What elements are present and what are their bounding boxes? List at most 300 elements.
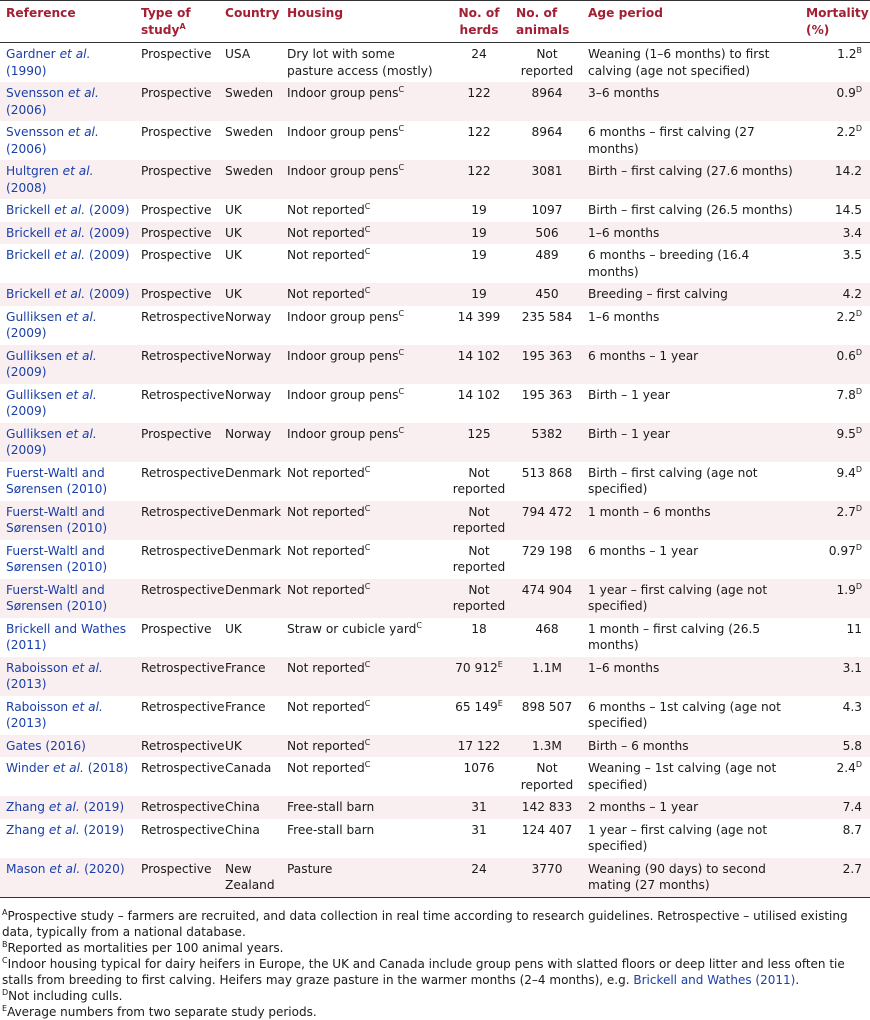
footnote-marker: C xyxy=(398,386,405,396)
table-row xyxy=(0,579,870,618)
cell-reference xyxy=(0,462,135,501)
cell-animals: Not reported xyxy=(520,47,574,78)
et-al: et al. xyxy=(53,761,84,775)
cell-animals: 124 407 xyxy=(521,822,573,837)
cell-animals: 513 868 xyxy=(521,465,573,480)
reference-link[interactable]: Gulliksen et al. (2009) xyxy=(6,309,97,340)
cell-country: China xyxy=(225,822,260,837)
footnote-marker: C xyxy=(364,247,371,256)
cell-herds: 122 xyxy=(467,164,491,178)
reference-link[interactable]: Fuerst-Waltl and Sørensen (2010) xyxy=(6,543,108,574)
cell-mortality: $7.8^D$ xyxy=(836,386,862,402)
cell-type: Retrospective xyxy=(141,582,225,597)
cell-reference xyxy=(0,735,135,758)
reference-link[interactable]: Fuerst-Waltl and Sørensen (2010) xyxy=(6,582,108,613)
cell-age-period: 6 months – 1 year xyxy=(588,348,699,363)
table-row xyxy=(0,82,870,121)
cell-animals: 8964 xyxy=(531,86,563,100)
header-row xyxy=(0,1,870,43)
cell-mortality: $2.4^D$ xyxy=(836,760,862,775)
cell-animals: 794 472 xyxy=(521,504,573,519)
table-row xyxy=(0,43,870,83)
cell-herds: 19 xyxy=(471,225,487,240)
cell-type: Prospective xyxy=(141,47,212,61)
cell-housing: Not reported$^C$ xyxy=(287,542,371,558)
reference-link[interactable]: Zhang et al. (2019) xyxy=(6,822,125,837)
reference-link[interactable]: Gardner et al. (1990) xyxy=(6,47,91,78)
cell-reference xyxy=(0,283,135,306)
cell-housing: Not reported$^C$ xyxy=(287,286,371,301)
cell-type: Retrospective xyxy=(141,465,225,480)
cell-animals: Not reported xyxy=(520,761,574,792)
footnote: $^A$Prospective study – farmers are recruited, and data collection in real time according to research guidelines. Retrospective – utilised existing data, typically from a national database. xyxy=(2,907,848,939)
footnote-letter: D xyxy=(2,987,9,997)
cell-mortality: $2.2^D$ xyxy=(836,124,862,139)
cell-type: Retrospective xyxy=(141,309,225,324)
cell-age-period: Birth – 1 year xyxy=(588,426,670,441)
cell-housing: Not reported$^C$ xyxy=(287,224,371,240)
cell-animals: 729 198 xyxy=(521,543,573,558)
cell-herds: 122 xyxy=(467,125,491,139)
cell-animals: 489 xyxy=(535,248,559,262)
footnote-letter: A xyxy=(2,907,8,917)
table-row xyxy=(0,283,870,306)
table-row xyxy=(0,306,870,345)
cell-animals: 474 904 xyxy=(521,582,573,597)
cell-mortality: 3.1 xyxy=(842,660,862,675)
cell-animals: 1097 xyxy=(531,203,563,217)
cell-reference xyxy=(0,423,135,462)
footnote-marker: D xyxy=(855,124,862,133)
cell-age-period: Birth – first calving (26.5 months) xyxy=(588,203,793,217)
reference-link[interactable]: Gulliksen et al. (2009) xyxy=(6,387,97,418)
footnote-marker: D xyxy=(855,464,862,474)
footnote: $^B$Reported as mortalities per 100 animal years. xyxy=(2,939,284,955)
table-row xyxy=(0,345,870,384)
footnote-marker: C xyxy=(398,347,405,357)
cell-animals: 8964 xyxy=(531,125,563,139)
reference-link[interactable]: Gulliksen et al. (2009) xyxy=(6,426,97,457)
cell-mortality: 3.4 xyxy=(842,225,862,240)
cell-age-period: 1 month – 6 months xyxy=(588,504,711,519)
table-row xyxy=(0,657,870,696)
cell-reference xyxy=(0,657,135,696)
cell-herds: Not reported xyxy=(452,582,506,613)
cell-type: Prospective xyxy=(141,621,212,636)
cell-reference xyxy=(0,244,135,283)
cell-herds: 14 102 xyxy=(457,348,501,363)
cell-mortality: 14.5 xyxy=(834,203,862,217)
cell-mortality: 5.8 xyxy=(842,738,862,753)
cell-mortality: $0.6^D$ xyxy=(836,347,862,363)
cell-mortality: $1.2^B$ xyxy=(837,46,862,61)
cell-type: Prospective xyxy=(141,426,212,441)
cell-housing: Not reported$^C$ xyxy=(287,464,371,480)
reference-link[interactable]: Svensson et al. (2006) xyxy=(6,86,99,117)
cell-age-period: 3–6 months xyxy=(588,86,660,100)
cell-country: Sweden xyxy=(225,164,274,178)
table-row xyxy=(0,160,870,199)
cell-herds: 70 $912^E$ xyxy=(455,659,503,675)
et-al: et al. xyxy=(65,348,97,363)
cell-country: Sweden xyxy=(225,86,274,100)
cell-housing: Indoor group pens$^C$ xyxy=(287,124,405,139)
cell-housing: Not reported$^C$ xyxy=(287,503,371,519)
cell-herds: Not reported xyxy=(452,504,506,535)
et-al: et al. xyxy=(65,426,97,441)
cell-housing: Indoor group pens$^C$ xyxy=(287,163,405,178)
reference-link[interactable]: Brickell et al. (2009) xyxy=(6,248,130,262)
footnote-marker: C xyxy=(398,85,405,94)
footnote-marker: D xyxy=(855,581,862,591)
cell-housing: Indoor group pens$^C$ xyxy=(287,425,405,441)
cell-reference xyxy=(0,757,135,796)
footnote-marker: D xyxy=(855,347,862,357)
reference-link[interactable]: Gulliksen et al. (2009) xyxy=(6,348,97,379)
footnote-marker: D xyxy=(855,308,862,318)
reference-link[interactable]: Brickell and Wathes (2011) xyxy=(6,621,127,652)
cell-country: France xyxy=(225,660,266,675)
footnote-marker: D xyxy=(855,542,862,552)
table-row xyxy=(0,796,870,819)
cell-herds: 125 xyxy=(467,426,491,441)
cell-age-period: 6 months – 1st calving (age not specified) xyxy=(588,699,781,730)
table-row xyxy=(0,501,870,540)
cell-country: Denmark xyxy=(225,504,282,519)
cell-age-period: 1–6 months xyxy=(588,660,660,675)
cell-mortality: 3.5 xyxy=(842,248,862,262)
cell-age-period: Weaning (90 days) to second mating (27 months) xyxy=(582,858,800,898)
cell-herds: Not reported xyxy=(452,465,506,496)
cell-herds: 65 $149^E$ xyxy=(455,698,503,714)
table-row xyxy=(0,462,870,501)
cell-reference xyxy=(0,579,135,618)
footnote: $^E$Average numbers from two separate study periods. xyxy=(2,1003,317,1019)
cell-reference xyxy=(0,121,135,160)
footnote: $^D$Not including culls. xyxy=(2,987,123,1003)
cell-reference xyxy=(0,222,135,245)
cell-animals: 506 xyxy=(535,225,559,240)
reference-link[interactable]: Fuerst-Waltl and Sørensen (2010) xyxy=(6,465,108,496)
cell-housing: Not reported$^C$ xyxy=(287,202,371,217)
reference-link[interactable]: Svensson et al. (2006) xyxy=(6,125,99,156)
cell-type: Retrospective xyxy=(141,699,225,714)
cell-type: Retrospective xyxy=(141,660,225,675)
et-al: et al. xyxy=(72,699,103,714)
cell-country: UK xyxy=(225,248,242,262)
cell-mortality: $0.97^D$ xyxy=(828,542,862,558)
cell-mortality: 4.3 xyxy=(842,699,862,714)
et-al: et al. xyxy=(62,164,94,178)
footnote-marker: E xyxy=(497,659,503,669)
cell-animals: 195 363 xyxy=(521,348,573,363)
cell-animals: 235 584 xyxy=(521,309,573,324)
cell-country: Denmark xyxy=(225,582,282,597)
footnote-marker: C xyxy=(364,503,371,513)
reference-link[interactable]: Brickell et al. (2009) xyxy=(6,287,130,301)
cell-age-period: 1 month – first calving (26.5 months) xyxy=(588,621,761,652)
footnote-marker: C xyxy=(398,308,405,318)
cell-reference xyxy=(0,306,135,345)
cell-housing: Free-stall barn xyxy=(287,800,375,814)
footnote-marker: C xyxy=(416,620,422,630)
et-al: et al. xyxy=(59,47,91,61)
reference-link[interactable]: Zhang et al. (2019) xyxy=(6,800,125,814)
header-mortality: Mortality (%) xyxy=(800,1,870,43)
table-row xyxy=(0,858,870,898)
cell-mortality: $2.2^D$ xyxy=(836,308,862,324)
table-row xyxy=(0,222,870,245)
et-al: et al. xyxy=(48,822,80,837)
cell-housing: Not reported$^C$ xyxy=(287,698,371,714)
cell-country: Denmark xyxy=(225,543,282,558)
cell-age-period: 1 year – first calving (age not specified) xyxy=(588,582,768,613)
cell-type: Prospective xyxy=(141,287,212,301)
footnote-marker: C xyxy=(364,659,371,669)
cell-age-period: Weaning (1–6 months) to first calving (age not specified) xyxy=(588,47,770,78)
cell-mortality: $9.4^D$ xyxy=(836,464,862,480)
cell-housing: Not reported$^C$ xyxy=(287,247,371,262)
table-row xyxy=(0,696,870,735)
cell-age-period: Birth – 1 year xyxy=(588,387,670,402)
footnote-marker: D xyxy=(855,760,862,769)
cell-reference xyxy=(0,501,135,540)
footnote-marker: C xyxy=(364,224,371,234)
cell-type: Retrospective xyxy=(141,800,225,814)
reference-link[interactable]: Winder et al. (2018) xyxy=(6,761,129,775)
table-row xyxy=(0,757,870,796)
cell-country: New Zealand xyxy=(219,858,281,898)
cell-age-period: 2 months – 1 year xyxy=(588,800,699,814)
header-age: Age period xyxy=(582,1,800,43)
reference-link[interactable]: Fuerst-Waltl and Sørensen (2010) xyxy=(6,504,108,535)
et-al: et al. xyxy=(65,387,97,402)
cell-herds: Not reported xyxy=(452,543,506,574)
cell-housing: Pasture xyxy=(281,858,446,898)
cell-animals: 1.3M xyxy=(532,738,562,753)
cell-housing: Indoor group pens$^C$ xyxy=(287,347,405,363)
cell-type: Retrospective xyxy=(141,543,225,558)
reference-link[interactable]: Brickell et al. (2009) xyxy=(6,225,130,240)
cell-herds: 31 xyxy=(471,800,487,814)
et-al: et al. xyxy=(67,125,99,139)
footnote: $^C$Indoor housing typical for dairy heifers in Europe, the UK and Canada include group pens with slatted floors or deep litter and less often tie stalls from breeding to first calving. Heifers may graze pasture in the warmer months (2–4 months), e.g. Brickell and Wathes (2011). xyxy=(2,955,845,987)
cell-age-period: 6 months – 1 year xyxy=(588,543,699,558)
cell-reference xyxy=(0,618,135,657)
cell-animals: 3081 xyxy=(531,164,563,178)
et-al: et al. xyxy=(54,287,86,301)
cell-age-period: 1–6 months xyxy=(588,309,660,324)
cell-country: UK xyxy=(225,287,242,301)
reference-link[interactable]: Gates (2016) xyxy=(6,738,86,753)
cell-reference xyxy=(0,796,135,819)
et-al: et al. xyxy=(54,225,86,240)
table-row xyxy=(0,423,870,462)
cell-housing: Free-stall barn xyxy=(287,822,375,837)
cell-herds: 122 xyxy=(467,86,491,100)
table-row xyxy=(0,618,870,657)
cell-country: USA xyxy=(225,47,251,61)
reference-link[interactable]: Brickell et al. (2009) xyxy=(6,203,130,217)
cell-herds: 14 399 xyxy=(457,309,501,324)
cell-type: Retrospective xyxy=(141,761,225,775)
header-animals: No. of animals xyxy=(510,1,582,43)
cell-reference xyxy=(0,160,135,199)
cell-herds: 18 xyxy=(471,621,487,636)
cell-age-period: 6 months – breeding (16.4 months) xyxy=(588,248,750,279)
cell-country: Denmark xyxy=(225,465,282,480)
footnote-marker: D xyxy=(855,425,862,435)
cell-animals: 5382 xyxy=(531,426,563,441)
cell-mortality: 14.2 xyxy=(834,164,862,178)
cell-country: Norway xyxy=(225,426,272,441)
cell-type: Prospective xyxy=(141,164,212,178)
cell-herds: 19 xyxy=(471,203,487,217)
cell-herds: 14 102 xyxy=(457,387,501,402)
cell-housing: Not reported$^C$ xyxy=(287,659,371,675)
cell-mortality: 8.7 xyxy=(842,822,862,837)
et-al: et al. xyxy=(54,248,86,262)
cell-country: Sweden xyxy=(225,125,274,139)
cell-country: UK xyxy=(225,738,242,753)
et-al: et al. xyxy=(72,660,103,675)
et-al: et al. xyxy=(48,800,80,814)
cell-housing: Indoor group pens$^C$ xyxy=(287,85,405,100)
cell-country: UK xyxy=(225,225,242,240)
cell-herds: 1076 xyxy=(463,761,495,775)
cell-herds: 17 122 xyxy=(457,738,501,753)
cell-reference xyxy=(0,43,135,83)
table-footnotes xyxy=(0,898,870,1020)
header-housing: Housing xyxy=(281,1,446,43)
cell-herds: 19 xyxy=(471,248,487,262)
header-type: Type of study$^A$ xyxy=(135,1,219,43)
footnote-letter: B xyxy=(2,939,8,949)
cell-type: Prospective xyxy=(141,86,212,100)
cell-type: Retrospective xyxy=(141,387,225,402)
cell-type: Prospective xyxy=(141,248,212,262)
footnote-marker: B xyxy=(856,46,862,55)
cell-age-period: Breeding – first calving xyxy=(588,287,728,301)
footnote-marker: C xyxy=(364,581,371,591)
header-herds: No. of herds xyxy=(446,1,510,43)
table-row xyxy=(0,540,870,579)
footnote-marker: E xyxy=(497,698,503,708)
footnote-marker: C xyxy=(398,124,405,133)
reference-link[interactable]: Hultgren et al. (2008) xyxy=(6,164,94,195)
cell-country: Norway xyxy=(225,387,272,402)
et-al: et al. xyxy=(65,309,97,324)
cell-age-period: Birth – first calving (27.6 months) xyxy=(588,164,793,178)
table-row xyxy=(0,819,870,858)
footnote-marker: C xyxy=(364,286,371,295)
cell-age-period: 1 year – first calving (age not specified) xyxy=(588,822,768,853)
footnote-marker: D xyxy=(855,386,862,396)
cell-country: Norway xyxy=(225,348,272,363)
reference-link[interactable]: Mason et al. (2020) xyxy=(6,861,125,876)
cell-mortality: 7.4 xyxy=(842,800,862,814)
cell-type: Retrospective xyxy=(141,348,225,363)
cell-animals: 142 833 xyxy=(521,800,573,814)
cell-animals: 1.1M xyxy=(532,660,562,675)
et-al: et al. xyxy=(67,86,99,100)
table-row xyxy=(0,244,870,283)
cell-country: Norway xyxy=(225,309,272,324)
header-country: Country xyxy=(219,1,281,43)
et-al: et al. xyxy=(54,203,86,217)
cell-country: UK xyxy=(225,203,242,217)
footnote-marker: C xyxy=(364,737,371,747)
cell-animals: 468 xyxy=(535,621,559,636)
cell-mortality: $9.5^D$ xyxy=(836,425,862,441)
cell-housing: Not reported$^C$ xyxy=(287,760,371,775)
footnote-marker: C xyxy=(364,760,371,769)
footnote-marker: C xyxy=(364,464,371,474)
cell-mortality: $1.9^D$ xyxy=(836,581,862,597)
cell-reference xyxy=(0,858,135,898)
cell-reference xyxy=(0,82,135,121)
et-al: et al. xyxy=(49,861,81,876)
cell-mortality: 4.2 xyxy=(842,287,862,301)
footnote-marker: C xyxy=(398,163,405,172)
cell-housing: Dry lot with some pasture access (mostly) xyxy=(287,47,433,78)
cell-reference xyxy=(0,384,135,423)
reference-link[interactable]: Raboisson et al. (2013) xyxy=(6,699,103,730)
cell-type: Retrospective xyxy=(141,822,225,837)
table-row xyxy=(0,121,870,160)
cell-type: Prospective xyxy=(141,125,212,139)
footnote-letter: C xyxy=(2,955,8,965)
cell-reference xyxy=(0,696,135,735)
header-reference: Reference xyxy=(0,1,135,43)
cell-reference xyxy=(0,819,135,858)
cell-herds: 19 xyxy=(471,287,487,301)
cell-housing: Indoor group pens$^C$ xyxy=(287,308,405,324)
table-row xyxy=(0,199,870,222)
cell-type: Retrospective xyxy=(141,738,225,753)
cell-reference xyxy=(0,345,135,384)
cell-type: Retrospective xyxy=(141,504,225,519)
cell-age-period: 6 months – first calving (27 months) xyxy=(588,125,755,156)
table-row xyxy=(0,735,870,758)
cell-reference xyxy=(0,199,135,222)
cell-animals: 3770 xyxy=(510,858,582,898)
cell-country: China xyxy=(225,800,260,814)
reference-link[interactable]: Raboisson et al. (2013) xyxy=(6,660,103,691)
cell-herds: 24 xyxy=(446,858,510,898)
cell-country: UK xyxy=(225,621,242,636)
cell-type: Prospective xyxy=(141,203,212,217)
cell-mortality: $2.7^D$ xyxy=(836,503,862,519)
footnote-letter: E xyxy=(2,1003,8,1013)
cell-housing: Not reported$^C$ xyxy=(287,737,371,753)
cell-mortality: $0.9^D$ xyxy=(836,85,862,100)
cell-mortality: 11 xyxy=(846,621,862,636)
cell-type: Prospective xyxy=(141,225,212,240)
cell-housing: Straw or cubicle yard$^C$ xyxy=(287,620,422,636)
footnote-reference-link[interactable]: Brickell and Wathes (2011) xyxy=(633,972,796,987)
cell-housing: Not reported$^C$ xyxy=(287,581,371,597)
footnote-marker: C xyxy=(364,542,371,552)
cell-age-period: Birth – first calving (age not specified) xyxy=(588,465,758,496)
cell-herds: 24 xyxy=(471,47,487,61)
cell-country: France xyxy=(225,699,266,714)
cell-reference xyxy=(0,540,135,579)
cell-age-period: Weaning – 1st calving (age not specified) xyxy=(588,761,777,792)
cell-animals: 450 xyxy=(535,287,559,301)
cell-animals: 195 363 xyxy=(521,387,573,402)
footnote-marker: D xyxy=(855,503,862,513)
